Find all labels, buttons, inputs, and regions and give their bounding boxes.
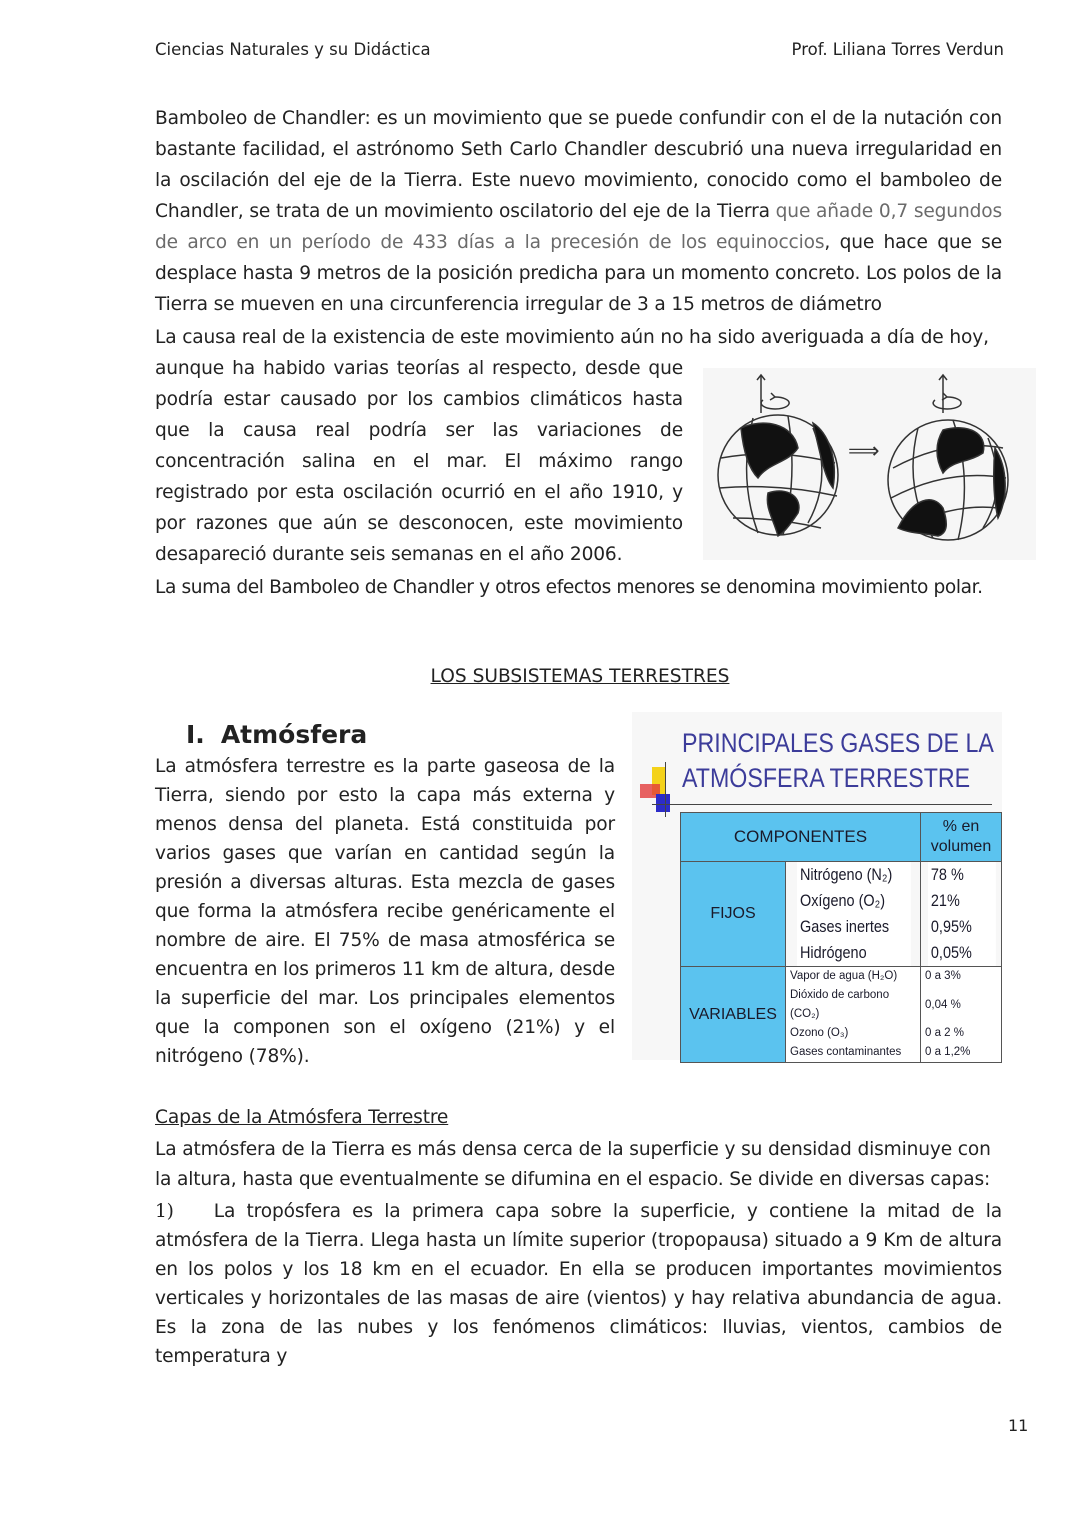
chandler-paragraph xyxy=(155,103,1002,320)
gases-table-figure xyxy=(632,712,1002,1060)
capas-intro: La atmósfera de la Tierra es más densa cerca de la superficie y su densidad disminuye con la altura, hasta que eventualmente se difumina en el espacio. Se divide en diversas capas: xyxy=(155,1139,991,1190)
list-number: 1) xyxy=(155,1201,174,1222)
gas-value: 0,04 % xyxy=(921,986,1002,1024)
gas-name: Ozono (O₃) xyxy=(786,1024,921,1043)
gas-name: Oxígeno (O₂) xyxy=(796,888,911,914)
troposfera-item xyxy=(155,1197,1002,1371)
gas-name: Vapor de agua (H₂O) xyxy=(786,967,921,987)
gas-value: 78 % xyxy=(927,862,996,889)
header-course-title: Ciencias Naturales y su Didáctica xyxy=(155,40,431,59)
header-components: COMPONENTES xyxy=(681,813,921,862)
heading-title: Atmósfera xyxy=(220,720,368,749)
capas-heading: Capas de la Atmósfera Terrestre xyxy=(155,1107,449,1128)
variables-label: VARIABLES xyxy=(681,967,786,1063)
arrow-icon: ⟹ xyxy=(848,439,880,464)
decoration xyxy=(656,794,670,812)
gas-name: Gases contaminantes xyxy=(786,1043,921,1063)
gas-value: 0,05% xyxy=(927,940,996,967)
title-line: PRINCIPALES GASES DE LA xyxy=(682,728,994,758)
title-line: ATMÓSFERA TERRESTRE xyxy=(682,763,971,793)
gas-value: 0,95% xyxy=(927,914,996,940)
gas-name: Hidrógeno xyxy=(796,940,911,967)
decoration xyxy=(665,762,666,817)
text-run: Bamboleo de Chandler: es un movimiento que se puede confundir con el de la nutación con bastante facilidad, el astrónomo Seth Carlo Chandler descubrió una nueva irregularidad en la oscilación del eje de la Tierra. Este nuevo movimiento, conocido como el bamboleo de Chandler, se trata de un movimiento oscilatorio del eje de la Tierra xyxy=(155,108,1002,222)
text-run-grey: que añade 0,7 segundos de arco en un período de 433 días a la precesión de los equinoccios xyxy=(155,201,1002,253)
header-percent: % en volumen xyxy=(921,813,1002,862)
chandler-cause-paragraph: aunque ha habido varias teorías al respecto, desde que podría estar causado por los cambios climáticos hasta que la causa real podría ser las variaciones de concentración salina en el mar. El máximo rango registrado por esta oscilación ocurrió en el año 1910, y por razones que aún se desconocen, este movimiento desapareció durante seis semanas en el año 2006. xyxy=(155,358,683,565)
globe-before-icon xyxy=(718,375,838,536)
gas-name: Nitrógeno (N₂) xyxy=(796,862,911,889)
gas-value: 21% xyxy=(927,888,996,914)
table-title xyxy=(682,726,994,796)
gas-value: 0 a 1,2% xyxy=(921,1043,1002,1063)
gases-table xyxy=(680,812,1002,1063)
gas-value: 0 a 3% xyxy=(921,967,1002,987)
decoration xyxy=(652,804,992,805)
heading-number: I. xyxy=(186,720,205,749)
gas-value: 0 a 2 % xyxy=(921,1024,1002,1043)
polar-motion-line: La suma del Bamboleo de Chandler y otros efectos menores se denomina movimiento polar. xyxy=(155,577,983,598)
list-text: La tropósfera es la primera capa sobre la superficie, y contiene la mitad de la atmósfera de la Tierra. Llega hasta un límite superior (tropopausa) situado a 9 Km de altura en los polos y los 18 km en el ecuador. En ella se producen importantes movimientos verticales y horizontales de las masas de aire (vientos) y hay relativa abundancia de agua. Es la zona de las nubes y los fenómenos climáticos: lluvias, vientos, cambios de temperatura y xyxy=(155,1201,1002,1367)
page-number: 11 xyxy=(1008,1416,1029,1435)
atmosfera-heading xyxy=(186,720,367,749)
chandler-cause-line: La causa real de la existencia de este movimiento aún no ha sido averiguada a día de hoy, xyxy=(155,327,989,348)
gas-name: Dióxido de carbono (CO₂) xyxy=(786,986,921,1024)
text-run: , que hace que se desplace hasta 9 metros de la posición predicha para un momento concreto. Los polos de la Tierra se mueven en una circunferencia irregular de 3 a 15 metros de diámetro xyxy=(155,232,1002,315)
atmosfera-paragraph: La atmósfera terrestre es la parte gaseosa de la Tierra, siendo por esto la capa más externa y menos densa del planeta. Está constituida por varios gases que varían en cantidad según la presión a diversas alturas. Esta mezcla de gases que forma la atmósfera recibe genéricamente el nombre de aire. El 75% de masa atmosférica se encuentra en los primeros 11 km de altura, desde la superficie del mar. Los principales elementos que la componen son el oxígeno (21%) y el nitrógeno (78%). xyxy=(155,756,615,1067)
gas-name: Gases inertes xyxy=(796,914,911,940)
section-title: LOS SUBSISTEMAS TERRESTRES xyxy=(430,666,730,687)
fijos-label: FIJOS xyxy=(681,862,786,967)
globe-after-icon xyxy=(888,375,1008,540)
chandler-wobble-figure xyxy=(703,368,1036,560)
header-author: Prof. Liliana Torres Verdun xyxy=(791,40,1004,59)
